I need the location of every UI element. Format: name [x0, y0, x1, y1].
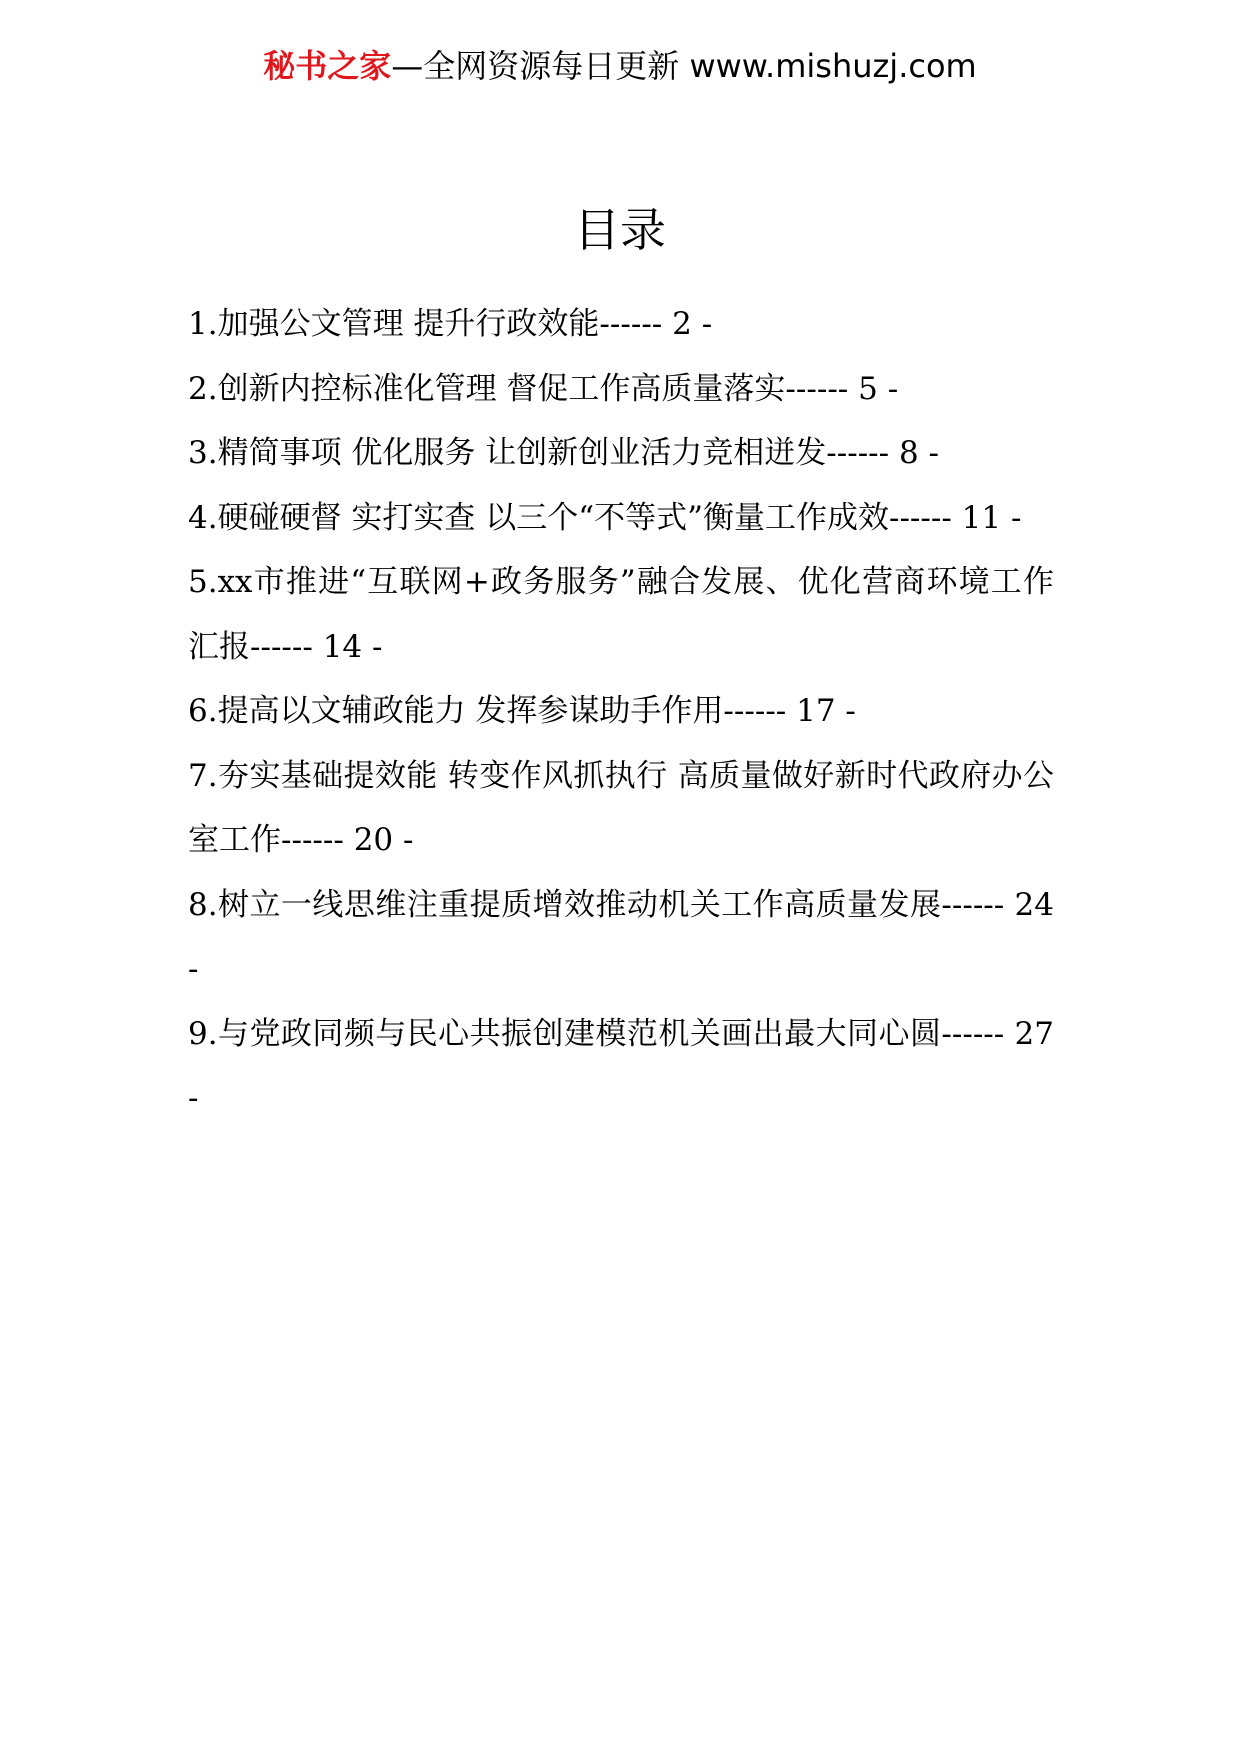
toc-item-7[interactable]: 7.夯实基础提效能 转变作风抓执行 高质量做好新时代政府办公室工作------ 20 -	[188, 757, 1054, 858]
toc-item-8[interactable]: 8.树立一线思维注重提质增效推动机关工作高质量发展------ 24 -	[188, 886, 1054, 987]
toc-item-4[interactable]: 4.硬碰硬督 实打实查 以三个“不等式”衡量工作成效------ 11 -	[188, 499, 1022, 536]
toc-item-3[interactable]: 3.精简事项 优化服务 让创新创业活力竞相迸发------ 8 -	[188, 435, 940, 471]
brand-name: 秘书之家	[263, 47, 392, 85]
toc-item-6[interactable]: 6.提高以文辅政能力 发挥参谋助手作用------ 17 -	[188, 693, 856, 729]
table-of-contents	[188, 292, 1054, 1131]
header-tagline: —全网资源每日更新 www.mishuzj.com	[391, 47, 977, 85]
toc-item-9[interactable]: 9.与党政同频与民心共振创建模范机关画出最大同心圆------ 27 -	[188, 1015, 1054, 1116]
page-title: 目录	[574, 203, 666, 257]
page-header	[0, 44, 1240, 88]
toc-item-5[interactable]: 5.xx市推进“互联网+政务服务”融合发展、优化营商环境工作汇报------ 14 -	[188, 564, 1054, 665]
toc-item-2[interactable]: 2.创新内控标准化管理 督促工作高质量落实------ 5 -	[188, 370, 899, 407]
toc-item-1[interactable]: 1.加强公文管理 提升行政效能------ 2 -	[188, 306, 713, 342]
